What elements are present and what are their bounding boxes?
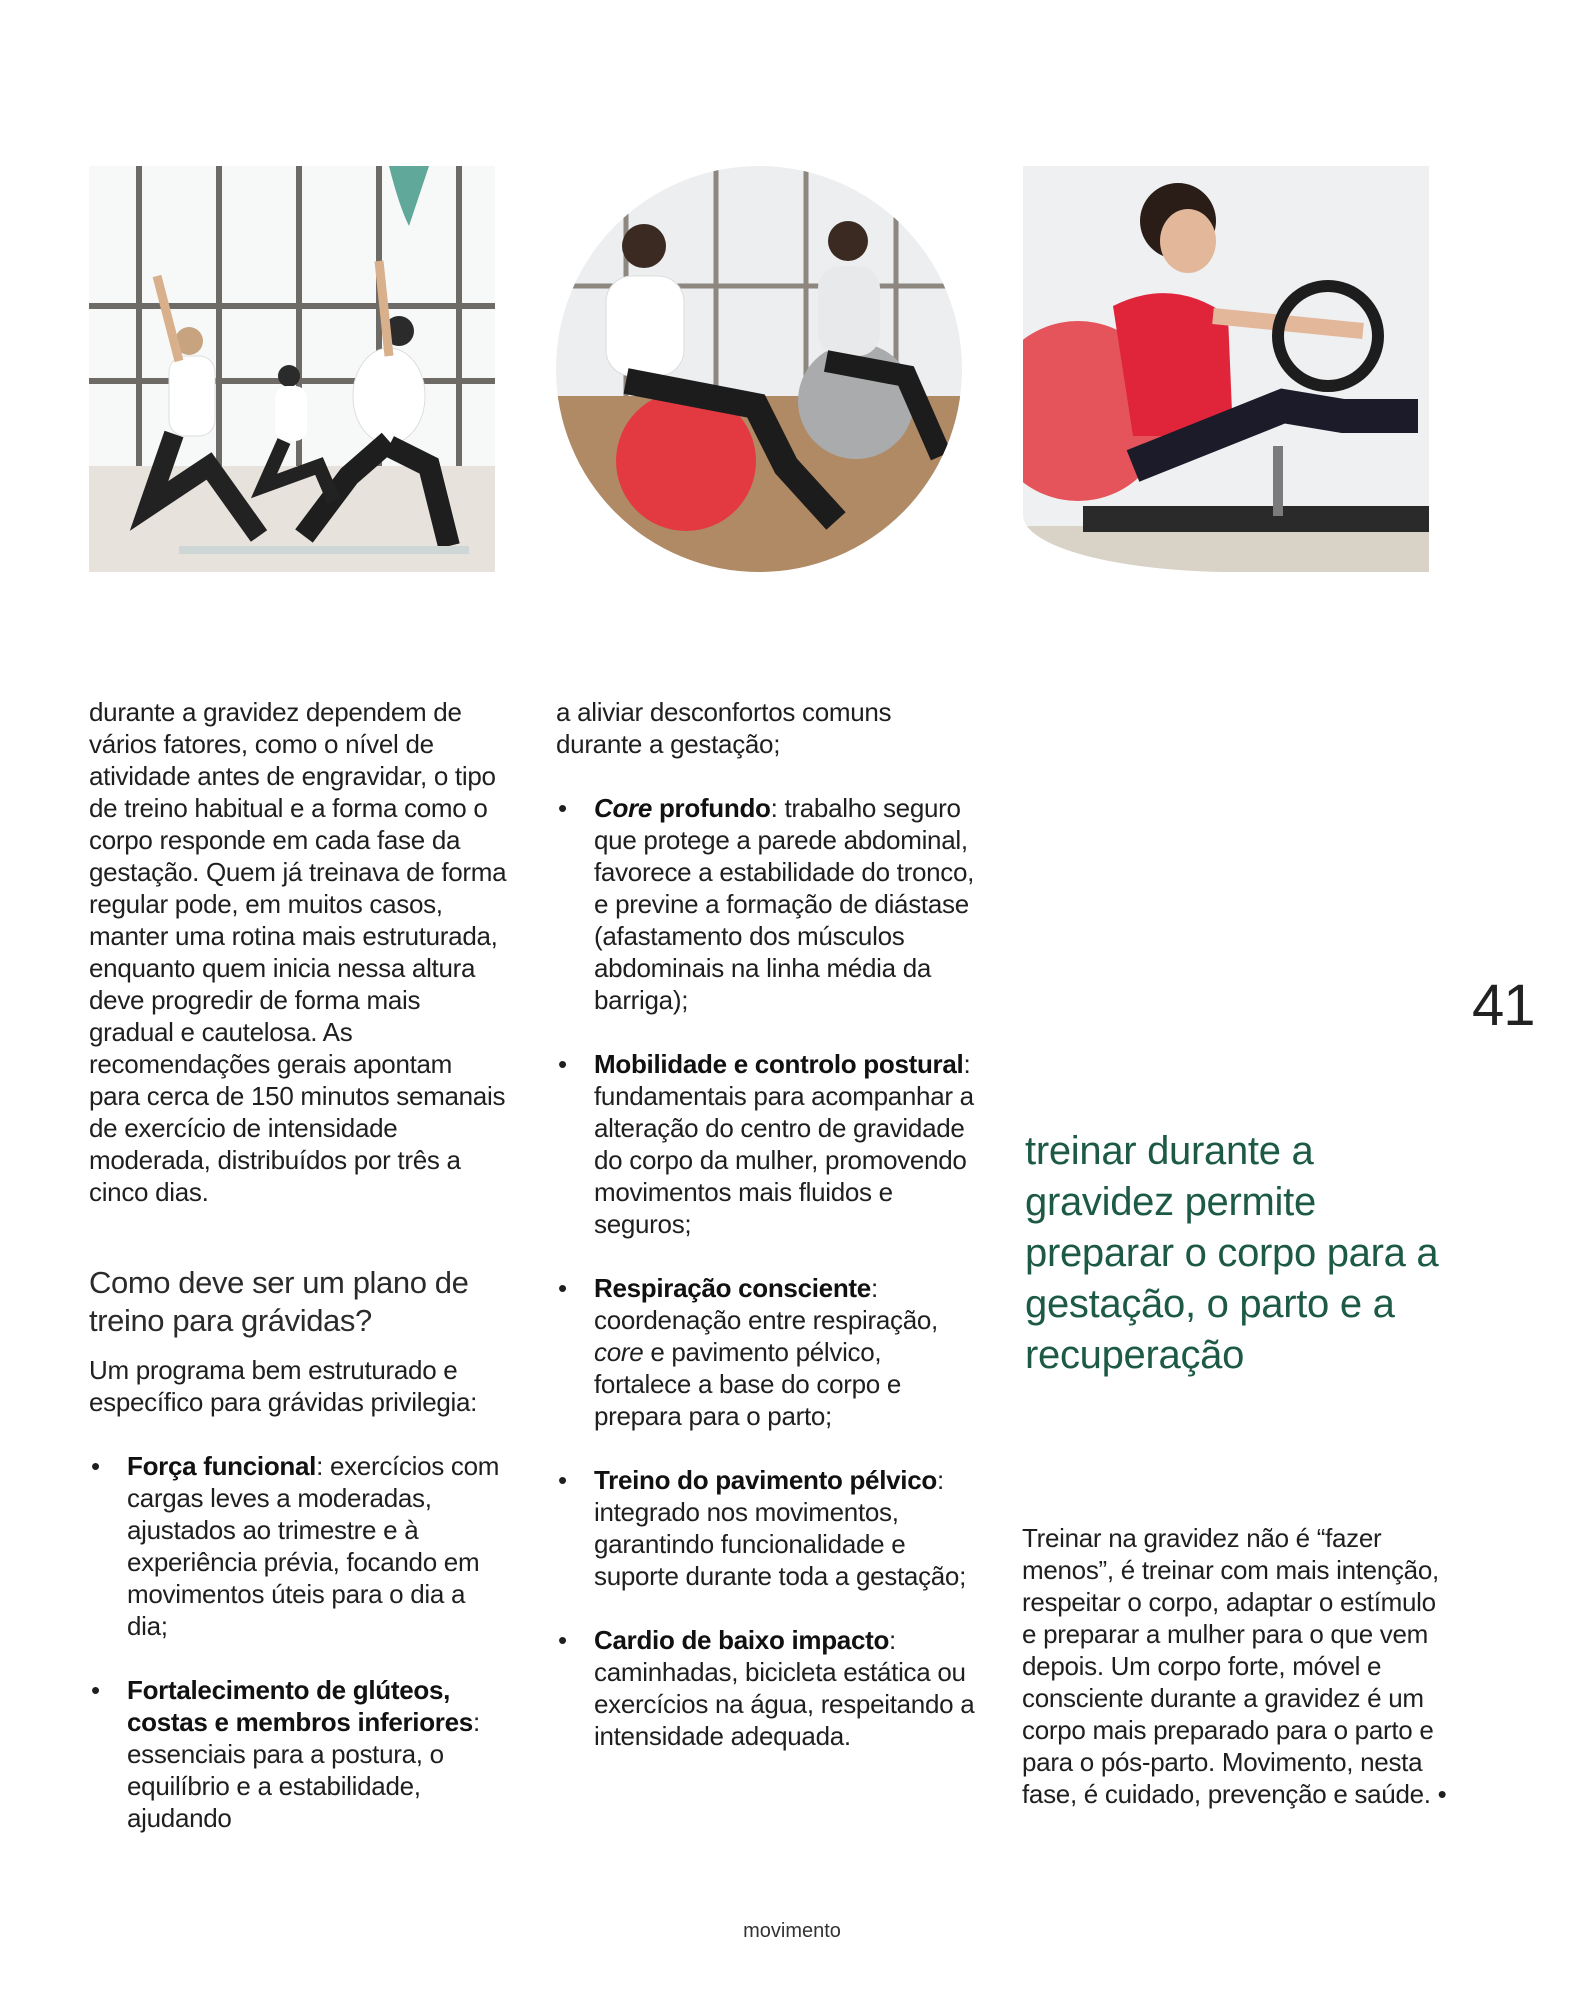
pull-quote: treinar durante a gravidez permite preparar o corpo para a gestação, o parto e a recuperação [1025,1129,1439,1377]
continuation-text: a aliviar desconfortos comuns durante a gestação; [556,697,892,759]
bullet-text: : coordenação entre respiração, [594,1273,938,1335]
bullet-term: profundo [652,793,771,823]
bullet-term: Fortalecimento de glúteos, costas e membros inferiores [127,1675,473,1737]
intro-paragraph: Um programa bem estruturado e específico para grávidas privilegia: [89,1355,478,1417]
bullet-list [89,1450,509,1834]
body-paragraph: durante a gravidez dependem de vários fatores, como o nível de atividade antes de engravidar, o tipo de treino habitual e a forma como o corpo responde em cada fase da gestação. Quem já treinava de forma regular pode, em muitos casos, manter uma rotina mais estruturada, enquanto quem inicia nessa altura deve progredir de forma mais gradual e cautelosa. As recomendações gerais apontam para cerca de 150 minutos semanais de exercício de intensidade moderada, distribuídos por três a cinco dias. [89,697,507,1207]
list-item [556,1464,976,1592]
bullet-text: : essenciais para a postura, o equilíbrio e a estabilidade, ajudando [127,1707,480,1833]
list-item [556,1272,976,1432]
bullet-text: : integrado nos movimentos, garantindo funcionalidade e suporte durante toda a gestação; [594,1465,967,1591]
pregnant-women-lunge-exercise-photo [89,166,495,572]
page-number: 41 [1472,973,1535,1038]
list-item [556,1048,976,1240]
bullet-term: Cardio de baixo impacto [594,1625,890,1655]
bullet-text: : trabalho seguro que protege a parede abdominal, favorece a estabilidade do tronco, e previne a formação de diástase (afastamento dos músculos abdominais na linha média da barriga); [594,793,975,1015]
closing-paragraph: Treinar na gravidez não é “fazer menos”, é treinar com mais intenção, respeitar o corpo, adaptar o estímulo e preparar a mulher para o que vem depois. Um corpo forte, móvel e consciente durante a gravidez é um corpo mais preparado para o parto e para o pós-parto. Movimento, nesta fase, é cuidado, prevenção e saúde. • [1022,1523,1447,1809]
list-item [89,1674,509,1834]
left-column [89,696,509,1866]
footer-section-label: movimento [743,1920,841,1942]
woman-pilates-ring-reformer-photo [1023,166,1429,572]
list-item [89,1450,509,1642]
bullet-text: : caminhadas, bicicleta estática ou exercícios na água, respeitando a intensidade adequada. [594,1625,975,1751]
bullet-term: Respiração consciente [594,1273,871,1303]
bullet-term: Treino do pavimento pélvico [594,1465,937,1495]
bullet-text-italic: core [594,1337,644,1367]
bullet-term-italic: Core [594,793,653,823]
pregnant-women-on-exercise-balls-photo [556,166,962,572]
bullet-text: : fundamentais para acompanhar a alteração do centro de gravidade do corpo da mulher, promovendo movimentos mais fluidos e seguros; [594,1049,974,1239]
section-heading: Como deve ser um plano de treino para grávidas? [89,1265,469,1338]
list-item [556,792,976,1016]
bullet-term: Mobilidade e controlo postural [594,1049,964,1079]
bullet-text: : exercícios com cargas leves a moderadas, ajustados ao trimestre e à experiência prévia, focando em movimentos úteis para o dia a dia; [127,1451,500,1641]
bullet-list [556,792,976,1752]
bullet-text: e pavimento pélvico, fortalece a base do corpo e prepara para o parto; [594,1337,901,1431]
middle-column [556,696,976,1784]
list-item [556,1624,976,1752]
bullet-term: Força funcional [127,1451,317,1481]
